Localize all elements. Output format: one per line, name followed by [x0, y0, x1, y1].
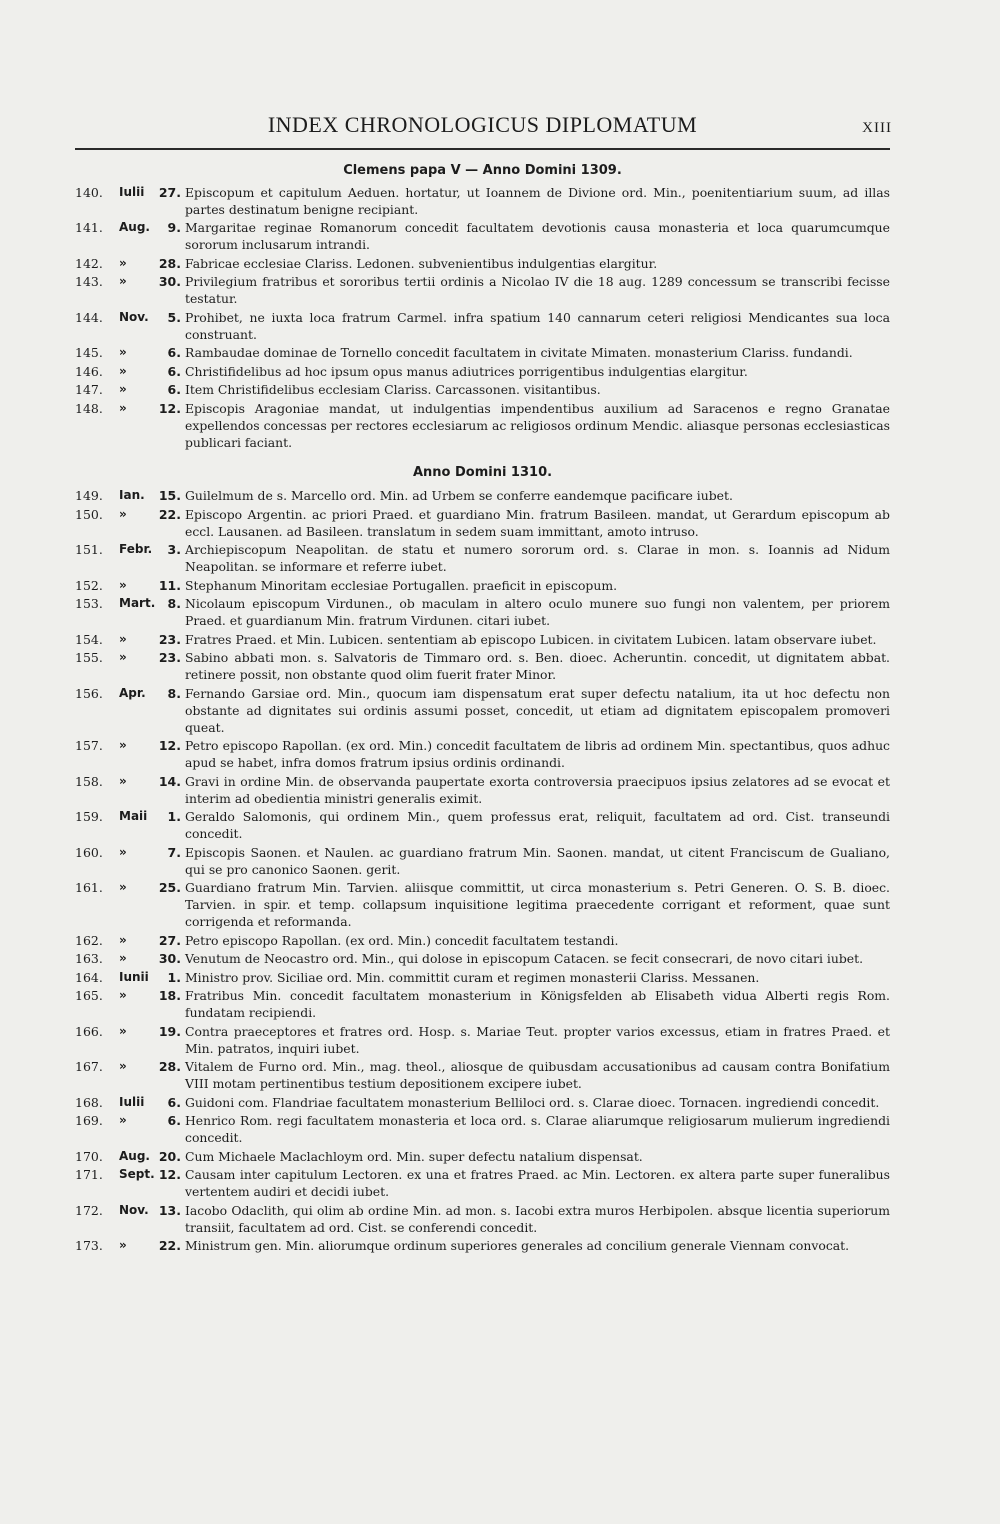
entry-number: 159.	[75, 809, 103, 824]
entry-number: 147.	[75, 382, 103, 397]
entry-text: Causam inter capitulum Lectoren. ex una et fratres Praed. ac Min. Lectoren. ex altera parte super funeralibus vertentem audiri et decidi iubet.	[185, 1167, 890, 1199]
list-item	[75, 879, 890, 930]
list-item	[75, 1058, 890, 1092]
entry-text: Cum Michaele Maclachloym ord. Min. super defectu natalium dispensat.	[185, 1148, 643, 1164]
entry-day: 1.	[167, 809, 181, 824]
entry-month: Iulii	[119, 1094, 145, 1109]
list-item	[75, 808, 890, 842]
entry-number: 153.	[75, 596, 103, 611]
entry-number: 156.	[75, 685, 103, 701]
list-item	[75, 577, 890, 594]
list-item	[75, 184, 890, 218]
entry-day: 6.	[167, 1094, 181, 1110]
entry-text: Episcopis Saonen. et Naulen. ac guardiano fratrum Min. Saonen. mandat, ut citent Franciscum de Gualiano, qui se pro canonico Saonen. gerit.	[185, 844, 890, 877]
entry-text: Geraldo Salomonis, qui ordinem Min., quem professus erat, reliquit, facultatem ad ord. Cist. transeundi concedit.	[185, 809, 890, 841]
entry-day: 8.	[167, 596, 181, 611]
entry-text: Rambaudae dominae de Tornello concedit facultatem in civitate Mimaten. monasterium Clariss. fundandi.	[185, 345, 853, 360]
entry-number: 171.	[75, 1167, 103, 1182]
entry-number: 141.	[75, 220, 103, 235]
entry-month: Nov.	[119, 1202, 149, 1217]
document-body	[75, 160, 890, 1256]
entry-number: 163.	[75, 951, 103, 966]
running-header	[75, 112, 890, 148]
entry-day: 12.	[158, 400, 181, 416]
list-item	[75, 737, 890, 771]
entry-month: Iunii	[119, 969, 149, 984]
list-item	[75, 219, 890, 253]
entry-month: Nov.	[119, 309, 149, 324]
entry-day: 23.	[158, 650, 181, 665]
list-item	[75, 969, 890, 986]
list-item	[75, 381, 890, 398]
list-item	[75, 1148, 890, 1165]
entry-number: 148.	[75, 400, 103, 416]
entry-month: »	[119, 650, 127, 664]
entry-month: »	[119, 844, 127, 859]
entry-month: »	[119, 951, 127, 965]
entry-month: Iulii	[119, 184, 145, 199]
entry-number: 144.	[75, 309, 103, 325]
entry-day: 5.	[167, 309, 181, 325]
entry-text: Prohibet, ne iuxta loca fratrum Carmel. infra spatium 140 cannarum ceteri religiosi Mendicantes sua loca construant.	[185, 309, 890, 342]
entry-day: 20.	[158, 1148, 181, 1164]
entry-day: 12.	[158, 738, 181, 753]
entry-month: Maii	[119, 809, 148, 823]
entry-number: 143.	[75, 274, 103, 289]
entry-month: »	[119, 738, 127, 752]
entry-month: »	[119, 988, 127, 1002]
entry-month: Aug.	[119, 220, 150, 234]
entry-day: 18.	[158, 988, 181, 1003]
list-item	[75, 932, 890, 949]
entry-day: 6.	[167, 345, 181, 360]
entry-number: 168.	[75, 1094, 103, 1110]
entry-day: 27.	[158, 184, 181, 200]
entry-day: 22.	[158, 506, 181, 522]
entry-day: 28.	[158, 1059, 181, 1074]
entry-text: Gravi in ordine Min. de observanda paupertate exorta controversia praecipuos ipsius zelatores ad se evocat et interim ad obedientia ministri generalis eximit.	[185, 773, 890, 806]
header-rule	[75, 148, 890, 150]
entry-month: »	[119, 577, 127, 592]
list-item	[75, 1237, 890, 1254]
entry-day: 9.	[167, 220, 181, 235]
entry-number: 151.	[75, 542, 103, 557]
list-item	[75, 309, 890, 343]
entry-number: 149.	[75, 488, 103, 503]
list-item	[75, 1094, 890, 1111]
entry-day: 27.	[158, 932, 181, 948]
entry-day: 23.	[158, 631, 181, 647]
entry-number: 166.	[75, 1023, 103, 1039]
entry-text: Petro episcopo Rapollan. (ex ord. Min.) concedit facultatem de libris ad ordinem Min. spectantibus, quos adhuc apud se habet, infra domos fratrum ipsius ordinis ordinandi.	[185, 738, 890, 770]
entry-number: 158.	[75, 773, 103, 789]
entry-number: 162.	[75, 932, 103, 948]
page-title: INDEX CHRONOLOGICUS DIPLOMATUM	[267, 112, 698, 137]
entry-day: 7.	[167, 844, 181, 860]
entry-month: »	[119, 382, 127, 396]
list-item	[75, 400, 890, 451]
entry-day: 12.	[158, 1167, 181, 1182]
entry-text: Fernando Garsiae ord. Min., quocum iam dispensatum erat super defectu natalium, ita ut hoc defectu non obstante ad dignitates sui ordinis assumi posset, concedit, ut etiam ad dignitatem episcopalem promoveri queat.	[185, 685, 890, 735]
list-item	[75, 631, 890, 648]
entry-day: 13.	[158, 1202, 181, 1218]
entry-text: Fabricae ecclesiae Clariss. Ledonen. subvenientibus indulgentias elargitur.	[185, 255, 658, 271]
entry-text: Iacobo Odaclith, qui olim ab ordine Min. ad mon. s. Iacobi extra muros Herbipolen. absque licentia superiorum transiit, facultatem ad ord. Cist. se conferendi concedit.	[185, 1202, 890, 1235]
entry-text: Stephanum Minoritam ecclesiae Portugallen. praeficit in episcopum.	[185, 577, 618, 593]
entry-month: Sept.	[119, 1167, 155, 1181]
entry-text: Guidoni com. Flandriae facultatem monasterium Belliloci ord. s. Clarae dioec. Tornacen. ingrediendi concedit.	[185, 1094, 880, 1110]
entry-text: Petro episcopo Rapollan. (ex ord. Min.) concedit facultatem testandi.	[185, 932, 619, 948]
entry-month: »	[119, 506, 127, 521]
entry-text: Nicolaum episcopum Virdunen., ob maculam in altero oculo munere suo fungi non valentem, per priorem Praed. et guardianum Min. fratrum Virdunen. citari iubet.	[185, 596, 890, 628]
entry-day: 22.	[158, 1238, 181, 1253]
entry-text: Ministro prov. Siciliae ord. Min. committit curam et regimen monasterii Clariss. Messanen.	[185, 969, 760, 985]
list-item	[75, 255, 890, 272]
entry-number: 165.	[75, 988, 103, 1003]
entry-text: Margaritae reginae Romanorum concedit facultatem devotionis causa monasteria et loca quarumcumque sororum inclusarum intrandi.	[185, 220, 890, 252]
entry-text: Episcopum et capitulum Aeduen. hortatur, ut Ioannem de Divione ord. Min., poenitentiarium suum, ad illas partes destinatum benigne recipiant.	[185, 184, 890, 217]
entry-text: Item Christifidelibus ecclesiam Clariss. Carcassonen. visitantibus.	[185, 382, 601, 397]
list-item	[75, 1023, 890, 1057]
entry-day: 25.	[158, 880, 181, 895]
entry-month: Apr.	[119, 685, 146, 700]
entry-day: 14.	[158, 773, 181, 789]
entry-day: 1.	[167, 969, 181, 985]
entry-day: 6.	[167, 382, 181, 397]
entry-text: Fratribus Min. concedit facultatem monasterium in Königsfelden ab Elisabeth vidua Alberti regis Rom. fundatam recipiendi.	[185, 988, 890, 1020]
entry-month: »	[119, 255, 127, 270]
entry-month: Mart.	[119, 596, 156, 610]
entry-month: »	[119, 1023, 127, 1038]
entry-month: »	[119, 880, 127, 894]
section-title: Anno Domini 1310.	[412, 464, 553, 480]
entry-number: 145.	[75, 345, 103, 360]
entry-month: Aug.	[119, 1148, 150, 1163]
list-item	[75, 987, 890, 1021]
list-item	[75, 595, 890, 629]
entry-day: 6.	[167, 363, 181, 379]
entry-day: 6.	[167, 1113, 181, 1128]
entry-number: 157.	[75, 738, 103, 753]
entry-text: Henrico Rom. regi facultatem monasteria et loca ord. s. Clarae aliarumque religiosarum mulierum ingrediendi concedit.	[185, 1113, 890, 1145]
entry-month: Ian.	[119, 488, 145, 502]
entry-number: 152.	[75, 577, 103, 593]
entry-month: »	[119, 932, 127, 947]
list-item	[75, 1112, 890, 1146]
entry-number: 146.	[75, 363, 103, 379]
entry-text: Guilelmum de s. Marcello ord. Min. ad Urbem se conferre eandemque pacificare iubet.	[185, 488, 733, 503]
list-item	[75, 1166, 890, 1200]
entry-day: 30.	[158, 274, 181, 289]
section-title: Clemens papa V — Anno Domini 1309.	[343, 163, 622, 178]
entry-text: Christifidelibus ad hoc ipsum opus manus adiutrices porrigentibus indulgentias elargitur.	[185, 363, 748, 379]
entry-number: 142.	[75, 255, 103, 271]
entry-number: 172.	[75, 1202, 103, 1218]
entry-text: Episcopo Argentin. ac priori Praed. et guardiano Min. fratrum Basileen. mandat, ut Gerardum episcopum ab eccl. Lausanen. ad Basileen. translatum in sedem suam immittant, amoto intruso.	[185, 506, 890, 539]
entry-text: Guardiano fratrum Min. Tarvien. aliisque committit, ut circa monasterium s. Petri Generen. O. S. B. dioec. Tarvien. in spir. et temp. collapsum inquisitione legitima praecedente corrigant et reforment, quae sunt corrigenda et reformanda.	[185, 880, 890, 929]
entry-number: 167.	[75, 1059, 103, 1074]
entry-month: »	[119, 400, 127, 415]
list-item	[75, 344, 890, 361]
entry-month: »	[119, 631, 127, 646]
list-item	[75, 685, 890, 736]
entry-number: 173.	[75, 1238, 103, 1253]
list-item	[75, 1202, 890, 1236]
page-number: XIII	[862, 120, 892, 136]
entry-month: »	[119, 1059, 127, 1073]
entry-number: 150.	[75, 506, 103, 522]
list-item	[75, 649, 890, 683]
entry-month: Febr.	[119, 542, 153, 556]
list-item	[75, 363, 890, 380]
entry-number: 160.	[75, 844, 103, 860]
entry-text: Privilegium fratribus et sororibus tertii ordinis a Nicolao IV die 18 aug. 1289 concessum se transcribi fecisse testatur.	[185, 274, 890, 306]
entry-month: »	[119, 345, 127, 359]
entry-day: 3.	[167, 542, 181, 557]
entry-text: Venutum de Neocastro ord. Min., qui dolose in episcopum Catacen. se fecit consecrari, de novo citari iubet.	[185, 951, 864, 966]
entry-text: Vitalem de Furno ord. Min., mag. theol., aliosque de quibusdam accusationibus ad causam contra Bonifatium VIII motam pertinentibus testium depositionem excipere iubet.	[185, 1059, 890, 1091]
entry-number: 161.	[75, 880, 103, 895]
list-item	[75, 950, 890, 967]
entry-month: »	[119, 773, 127, 788]
entry-day: 11.	[158, 577, 181, 593]
entry-day: 28.	[158, 255, 181, 271]
list-item	[75, 506, 890, 540]
entry-month: »	[119, 363, 127, 378]
list-item	[75, 541, 890, 575]
entry-day: 15.	[158, 488, 181, 503]
entry-number: 164.	[75, 969, 103, 985]
entry-month: »	[119, 1113, 127, 1127]
entry-text: Episcopis Aragoniae mandat, ut indulgentias impendentibus auxilium ad Saracenos e regno Granatae expellendos concessas per rectores ecclesiarum ac religiosos ordinum Mendic. aliasque personas ecclesiasticas publicari faciant.	[185, 400, 890, 450]
list-item	[75, 487, 890, 504]
entry-day: 19.	[158, 1023, 181, 1039]
entry-month: »	[119, 274, 127, 288]
entry-day: 8.	[167, 685, 181, 701]
entry-number: 169.	[75, 1113, 103, 1128]
entry-month: »	[119, 1238, 127, 1252]
entry-number: 140.	[75, 184, 103, 200]
entry-text: Ministrum gen. Min. aliorumque ordinum superiores generales ad concilium generale Viennam convocat.	[185, 1238, 850, 1253]
entry-text: Sabino abbati mon. s. Salvatoris de Timmaro ord. s. Ben. dioec. Acheruntin. concedit, ut dignitatem abbat. retinere possit, non obstante quod olim fuerit frater Minor.	[185, 650, 890, 682]
entry-number: 154.	[75, 631, 103, 647]
list-item	[75, 273, 890, 307]
list-item	[75, 773, 890, 807]
entry-day: 30.	[158, 951, 181, 966]
entry-text: Fratres Praed. et Min. Lubicen. sententiam ab episcopo Lubicen. in civitatem Lubicen. latam observare iubet.	[185, 631, 877, 647]
list-item	[75, 844, 890, 878]
entry-number: 170.	[75, 1148, 103, 1164]
entry-number: 155.	[75, 650, 103, 665]
entry-text: Contra praeceptores et fratres ord. Hosp. s. Mariae Teut. propter varios excessus, etiam in fratres Praed. et Min. patratos, inquiri iubet.	[185, 1023, 890, 1056]
entry-text: Archiepiscopum Neapolitan. de statu et numero sororum ord. s. Clarae in mon. s. Ioannis ad Nidum Neapolitan. se informare et referre iubet.	[185, 542, 890, 574]
